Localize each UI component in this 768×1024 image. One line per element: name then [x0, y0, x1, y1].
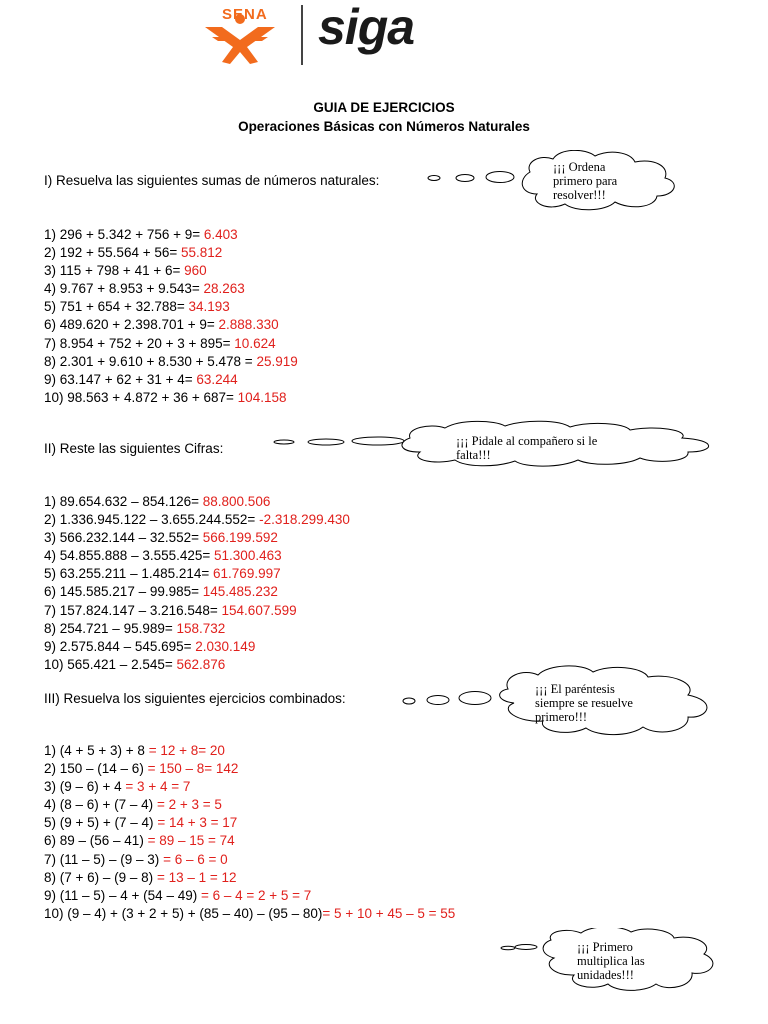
list-item — [44, 887, 455, 905]
list-item — [44, 262, 298, 280]
exercise-answer: 51.300.463 — [214, 548, 282, 564]
exercise-question: 7) (11 – 5) – (9 – 3) — [44, 851, 164, 867]
exercise-question: 3) 566.232.144 – 32.552= — [44, 530, 203, 546]
exercise-answer: 61.769.997 — [213, 566, 281, 582]
header-logos — [200, 0, 460, 70]
exercise-answer: 2.030.149 — [195, 638, 256, 654]
exercise-question: 4) 9.767 + 8.953 + 9.543= — [44, 281, 204, 297]
exercise-question: 7) 157.824.147 – 3.216.548= — [44, 602, 222, 618]
exercise-answer: 154.607.599 — [221, 602, 297, 618]
list-item — [44, 905, 455, 923]
list-item — [44, 656, 350, 674]
exercise-answer: 25.919 — [256, 353, 298, 369]
tip-4-line-2: multiplica las — [577, 954, 645, 968]
exercise-question: 2) 192 + 55.564 + 56= — [44, 245, 181, 261]
exercise-question: 4) (8 – 6) + (7 – 4) — [44, 797, 157, 813]
list-item — [44, 760, 455, 778]
exercise-question: 10) (9 – 4) + (3 + 2 + 5) + (85 – 40) – (95 – 80) — [44, 905, 323, 921]
tip-2 — [456, 434, 597, 462]
list-item — [44, 335, 298, 353]
list-item — [44, 226, 298, 244]
exercise-question: 3) 115 + 798 + 41 + 6= — [44, 263, 185, 279]
exercise-answer: = 150 – 8= 142 — [147, 761, 239, 777]
list-item — [44, 389, 298, 407]
subtraction-list — [44, 493, 350, 674]
exercise-answer: 34.193 — [188, 299, 230, 315]
exercise-question: 9) 63.147 + 62 + 31 + 4= — [44, 371, 197, 387]
exercise-answer: = 6 – 4 = 2 + 5 = 7 — [200, 887, 312, 903]
exercise-question: 5) 751 + 654 + 32.788= — [44, 299, 189, 315]
exercise-answer: -2.318.299.430 — [259, 512, 350, 528]
exercise-question: 5) (9 + 5) + (7 – 4) — [44, 815, 158, 831]
list-item — [44, 796, 455, 814]
exercise-answer: 63.244 — [196, 371, 238, 387]
exercise-answer: 2.888.330 — [218, 317, 279, 333]
exercise-answer: = 6 – 6 = 0 — [163, 851, 228, 867]
tip-3-line-3: primero!!! — [535, 710, 588, 724]
list-item — [44, 869, 455, 887]
exercise-question: 6) 145.585.217 – 99.985= — [44, 584, 203, 600]
exercise-question: 7) 8.954 + 752 + 20 + 3 + 895= — [44, 335, 235, 351]
tip-1-line-1: ¡¡¡ Ordena — [553, 160, 606, 174]
tip-3-line-1: ¡¡¡ El paréntesis — [535, 682, 615, 696]
exercise-answer: 88.800.506 — [202, 494, 271, 509]
list-item — [44, 244, 298, 262]
exercise-question: 9) (11 – 5) – 4 + (54 – 49) — [44, 887, 201, 903]
tip-1 — [553, 160, 617, 202]
list-item — [44, 511, 350, 529]
exercise-question: 6) 489.620 + 2.398.701 + 9= — [44, 317, 219, 333]
exercise-question: 8) 254.721 – 95.989= — [44, 620, 177, 636]
list-item — [44, 298, 298, 316]
exercise-answer: 6.403 — [203, 227, 238, 242]
exercise-answer: 55.812 — [181, 245, 223, 261]
exercise-answer: 562.876 — [176, 656, 226, 672]
exercise-question: 8) (7 + 6) – (9 – 8) — [44, 869, 157, 885]
exercise-answer: = 3 + 4 = 7 — [125, 779, 191, 795]
list-item — [44, 814, 455, 832]
exercise-question: 10) 98.563 + 4.872 + 36 + 687= — [44, 389, 238, 405]
list-item — [44, 565, 350, 583]
list-item — [44, 832, 455, 850]
exercise-answer: = 89 – 15 = 74 — [147, 833, 235, 849]
exercise-answer: = 5 + 10 + 45 – 5 = 55 — [322, 905, 456, 921]
exercise-question: 2) 1.336.945.122 – 3.655.244.552= — [44, 512, 260, 528]
exercise-question: 1) 296 + 5.342 + 756 + 9= — [44, 227, 204, 242]
list-item — [44, 493, 350, 511]
exercise-question: 9) 2.575.844 – 545.695= — [44, 638, 196, 654]
exercise-answer: = 13 – 1 = 12 — [156, 869, 237, 885]
exercise-question: 10) 565.421 – 2.545= — [44, 656, 177, 672]
section-2-heading: II) Reste las siguientes Cifras: — [44, 441, 224, 456]
section-3-heading: III) Resuelva los siguientes ejercicios combinados: — [44, 691, 346, 706]
list-item — [44, 371, 298, 389]
sena-wordmark: SENA — [222, 6, 268, 23]
list-item — [44, 547, 350, 565]
exercise-question: 3) (9 – 6) + 4 — [44, 779, 126, 795]
exercise-question: 5) 63.255.211 – 1.485.214= — [44, 566, 214, 582]
exercise-answer: 104.158 — [237, 389, 287, 405]
exercise-answer: 960 — [184, 263, 207, 279]
exercise-question: 1) (4 + 5 + 3) + 8 — [44, 743, 149, 758]
tip-3 — [535, 682, 633, 724]
exercise-answer: 145.485.232 — [202, 584, 278, 600]
list-item — [44, 742, 455, 760]
exercise-question: 8) 2.301 + 9.610 + 8.530 + 5.478 = — [44, 353, 257, 369]
list-item — [44, 620, 350, 638]
list-item — [44, 353, 298, 371]
list-item — [44, 280, 298, 298]
tip-4 — [577, 940, 645, 982]
section-1-heading: I) Resuelva las siguientes sumas de números naturales: — [44, 173, 380, 188]
exercise-answer: 28.263 — [203, 281, 245, 297]
exercise-question: 6) 89 – (56 – 41) — [44, 833, 148, 849]
siga-wordmark: siga — [318, 0, 415, 55]
tip-4-line-3: unidades!!! — [577, 968, 634, 982]
tip-1-line-2: primero para — [553, 174, 618, 188]
combined-list — [44, 742, 455, 923]
tip-1-line-3: resolver!!! — [553, 188, 606, 202]
exercise-answer: 566.199.592 — [202, 530, 278, 546]
exercise-question: 2) 150 – (14 – 6) — [44, 761, 148, 777]
exercise-question: 4) 54.855.888 – 3.555.425= — [44, 548, 215, 564]
list-item — [44, 583, 350, 601]
list-item — [44, 316, 298, 334]
list-item — [44, 638, 350, 656]
document-subtitle: Operaciones Básicas con Números Naturales — [238, 119, 530, 134]
tip-2-line-2: falta!!! — [456, 448, 491, 462]
tip-2-line-1: ¡¡¡ Pidale al compañero si le — [456, 434, 598, 448]
exercise-answer: 10.624 — [234, 335, 276, 351]
list-item — [44, 778, 455, 796]
document-title: GUIA DE EJERCICIOS — [313, 100, 455, 115]
exercise-answer: 158.732 — [176, 620, 226, 636]
sums-list — [44, 226, 298, 407]
list-item — [44, 602, 350, 620]
list-item — [44, 851, 455, 869]
list-item — [44, 529, 350, 547]
exercise-answer: = 12 + 8= 20 — [148, 743, 225, 758]
exercise-answer: = 2 + 3 = 5 — [156, 797, 222, 813]
tip-4-line-1: ¡¡¡ Primero — [577, 940, 633, 954]
tip-3-line-2: siempre se resuelve — [535, 696, 633, 710]
exercise-answer: = 14 + 3 = 17 — [157, 815, 238, 831]
exercise-question: 1) 89.654.632 – 854.126= — [44, 494, 203, 509]
